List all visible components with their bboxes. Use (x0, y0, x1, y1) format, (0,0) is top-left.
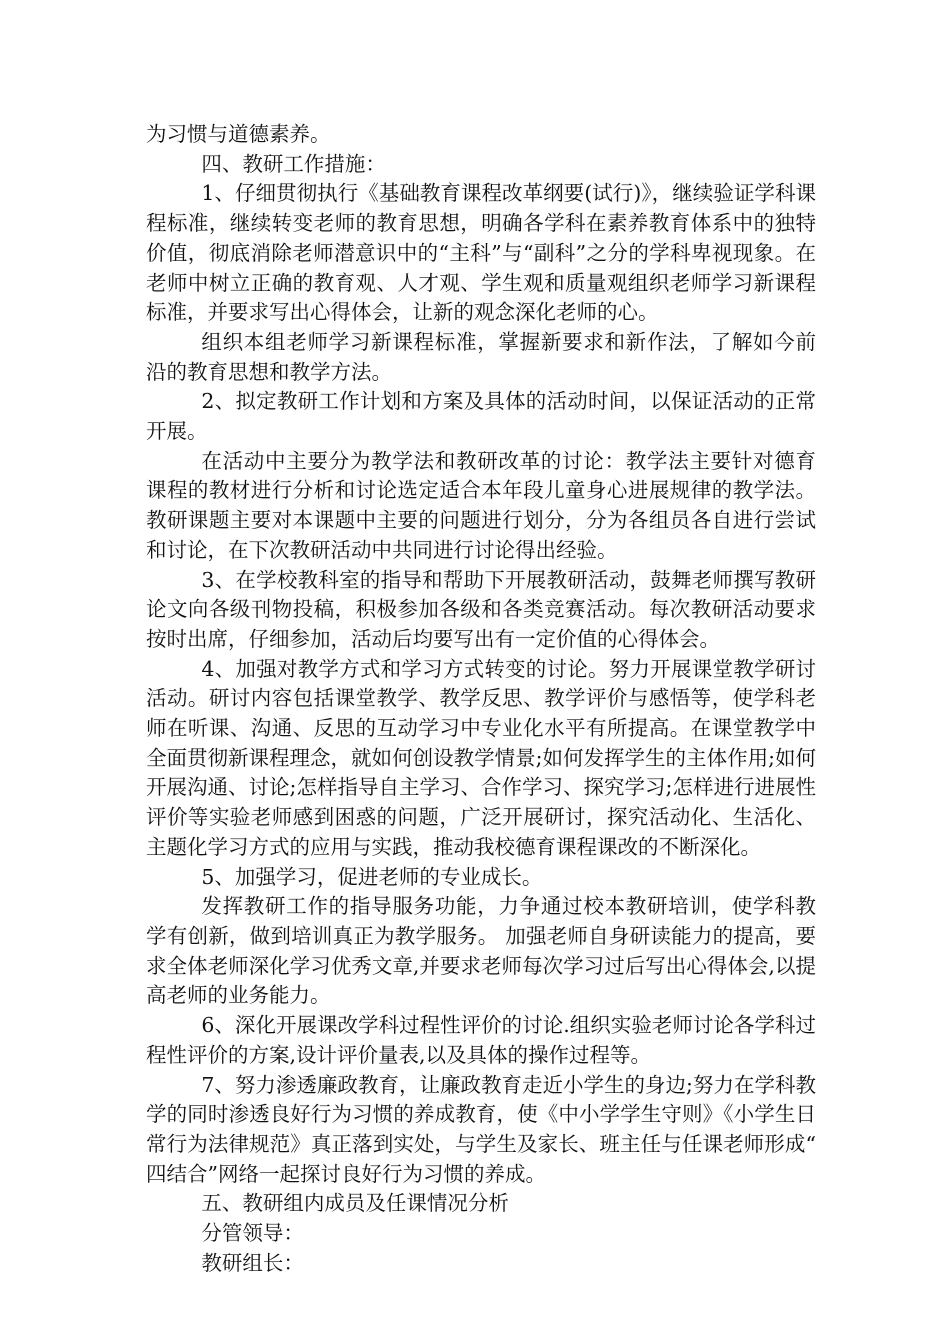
paragraph-activity-discussion: 在活动中主要分为教学法和教研改革的讨论：教学法主要针对德育课程的教材进行分析和讨论选定适合本年段儿童身心进展规律的教学法。教研课题主要对本课题中主要的问题进行划分，分为各组员各自进行尝试和讨论，在下次教研活动中共同进行讨论得出经验。 (146, 448, 816, 562)
paragraph-measure-7: 7、努力渗透廉政教育，让廉政教育走近小学生的身边;努力在学科教学的同时渗透良好行为习惯的养成教育，使《中小学学生守则》《小学生日常行为法律规范》真正落到实处，与学生及家长、班主任与任课老师形成“四结合”网络一起探讨良好行为习惯的养成。 (146, 1072, 816, 1186)
paragraph-measure-1: 1、仔细贯彻执行《基础教育课程改革纲要(试行)》，继续验证学科课程标准，继续转变老师的教育思想，明确各学科在素养教育体系中的独特价值，彻底消除老师潜意识中的“主科”与“副科”之分的学科卑视现象。在老师中树立正确的教育观、人才观、学生观和质量观组织老师学习新课程标准，并要求写出心得体会，让新的观念深化老师的心。 (146, 181, 816, 325)
document-body (146, 120, 816, 1278)
paragraph-measure-3: 3、在学校教科室的指导和帮助下开展教研活动，鼓舞老师撰写教研论文向各级刊物投稿，积极参加各级和各类竞赛活动。每次教研活动要求按时出席，仔细参加，活动后均要写出有一定价值的心得体会。 (146, 567, 816, 651)
paragraph-measure-4: 4、加强对教学方式和学习方式转变的讨论。努力开展课堂教学研讨活动。研讨内容包括课堂教学、教学反思、教学评价与感悟等，使学科老师在听课、沟通、反思的互动学习中专业化水平有所提高。在课堂教学中全面贯彻新课程理念，就如何创设教学情景;如何发挥学生的主体作用;如何开展沟通、讨论;怎样指导自主学习、合作学习、探究学习;怎样进行进展性评价等实验老师感到困惑的问题，广泛开展研讨，探究活动化、生活化、主题化学习方式的应用与实践，推动我校德育课程课改的不断深化。 (146, 656, 816, 859)
section-heading-measures: 四、教研工作措施： (201, 151, 386, 176)
paragraph-measure-5: 5、加强学习，促进老师的专业成长。 (201, 864, 543, 889)
paragraph-guidance-service: 发挥教研工作的指导服务功能，力争通过校本教研培训，使学科教学有创新，做到培训真正为教学服务。 加强老师自身研读能力的提高，要求全体老师深化学习优秀文章,并要求老师每次学习过后写出心得体会,以提高老师的业务能力。 (146, 894, 816, 1008)
paragraph-measure-2: 2、拟定教研工作计划和方案及具体的活动时间，以保证活动的正常开展。 (146, 389, 816, 444)
field-group-leader: 教研组长： (201, 1250, 304, 1275)
paragraph-measure-6: 6、深化开展课改学科过程性评价的讨论.组织实验老师讨论各学科过程性评价的方案,设计评价量表,以及具体的操作过程等。 (146, 1013, 816, 1067)
paragraph-continuation: 为习惯与道德素养。 (146, 122, 331, 146)
field-leader-in-charge: 分管领导： (201, 1221, 304, 1246)
section-heading-members: 五、教研组内成员及任课情况分析 (201, 1191, 509, 1216)
paragraph-study-standards: 组织本组老师学习新课程标准，掌握新要求和新作法，了解如今前沿的教育思想和教学方法。 (146, 329, 816, 384)
